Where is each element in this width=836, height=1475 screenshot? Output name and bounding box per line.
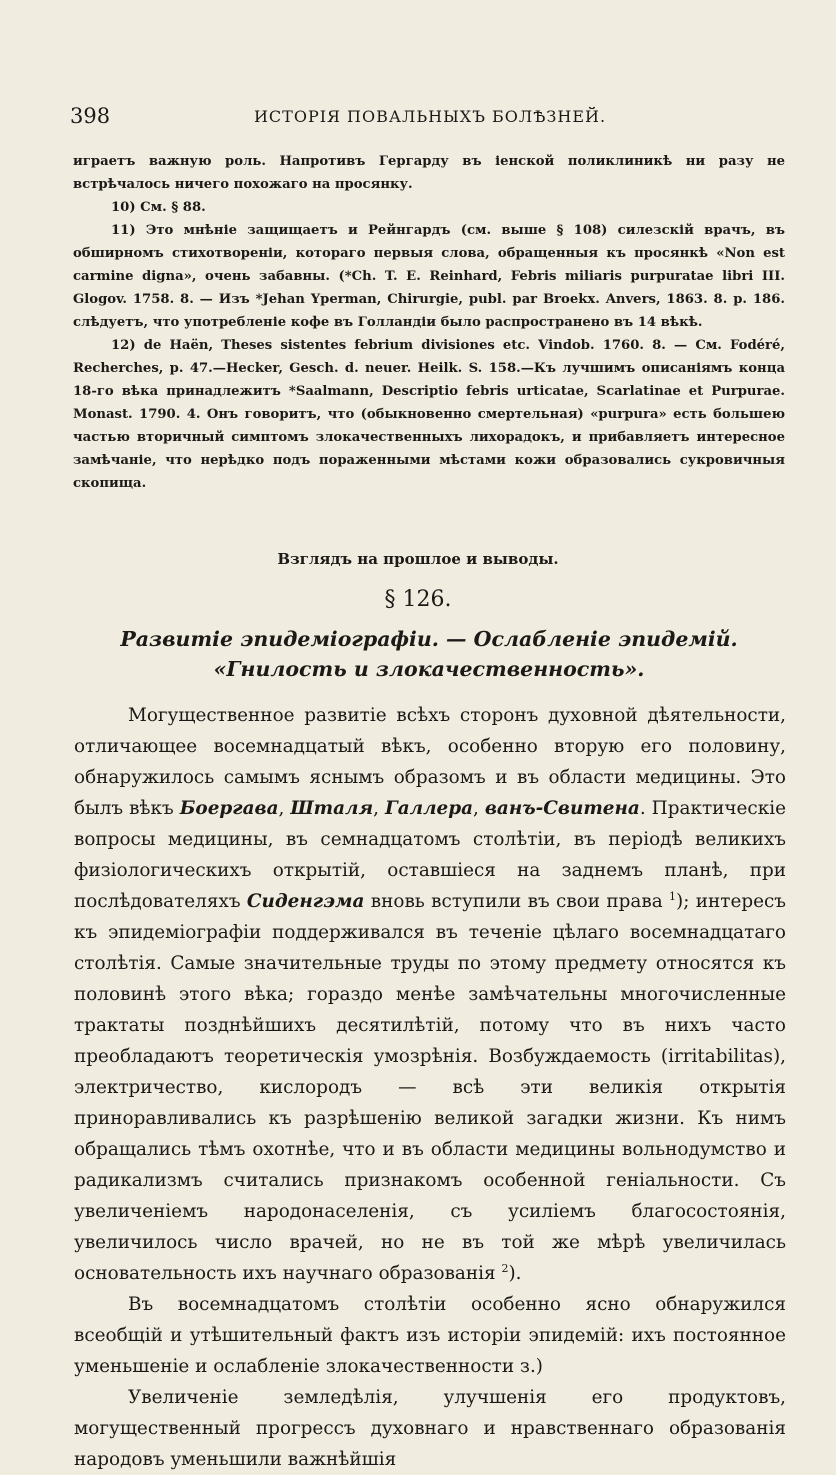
- paragraph-1-text-d: ); интересъ къ эпидеміографіи поддерживался въ теченіе цѣлаго восемнадцатаго столѣтія. Самые значительные труды по этому предмету относятся къ половинѣ этого вѣка; гораздо менѣе замѣчательны многочисленные трактаты позднѣйшихъ десятилѣтій, потому что въ нихъ часто преобладаютъ теоретическія умозрѣнія. Возбуждаемость (irritabilitas), электричество, кислородъ — всѣ эти великія открытія приноравливались къ разрѣшенію великой загадки жизни. Къ нимъ обращались тѣмъ охотнѣе, что и въ области медицины вольнодумство и радикализмъ считались признакомъ особенной геніальности. Съ увеличеніемъ народонаселенія, съ усиліемъ благосостоянія, увеличилось число врачей, но не въ той же мѣрѣ увеличилась основательность ихъ научнаго образованія: [74, 891, 786, 1284]
- footnote-continuation: играетъ важную роль. Напротивъ Гергарду въ іенской поликлиникѣ ни разу не встрѣчалось ничего похожаго на просянку.: [73, 154, 785, 192]
- footnote-10: 10) См. § 88.: [111, 200, 206, 215]
- paragraph-3: Увеличеніе земледѣлія, улучшенія его продуктовъ, могущественный прогрессъ духовнаго и нравственнаго образованія народовъ уменьшили важнѣйшія: [74, 1387, 786, 1470]
- paragraph-1-text-e: ).: [508, 1263, 522, 1284]
- name-stahl: Шталя: [290, 798, 374, 819]
- page-header: [70, 104, 790, 134]
- paragraph-2: Въ восемнадцатомъ столѣтіи особенно ясно обнаружился всеобщій и утѣшительный фактъ изъ исторіи эпидемій: ихъ постоянное уменьшеніе и ослабленіе злокачественности з.): [74, 1294, 786, 1377]
- footnotes-block: [73, 150, 785, 495]
- separator: ,: [373, 798, 385, 819]
- paragraph-1-text-a: Могущественное развитіе всѣхъ сторонъ духовной дѣятельности, отличающее восемнадцатый вѣкъ, особенно вторую его половину, обнаружилось самымъ яснымъ образомъ и въ области медицины. Это былъ вѣкъ: [74, 705, 786, 819]
- name-boerhaave: Боергава: [179, 798, 279, 819]
- footnote-12: 12) de Haën, Theses sistentes febrium divisiones etc. Vindob. 1760. 8. — См. Fodéré, Recherches, p. 47.—Hecker, Gesch. d. neuer. Heilk. S. 158.—Къ лучшимъ описаніямъ конца 18-го вѣка принадлежитъ *Saalmann, Descriptio febris urticatae, Scarlatinae et Purpurae. Monast. 1790. 4. Онъ говоритъ, что (обыкновенно смертельная) «purpura» есть большею частью вторичный симптомъ злокачественныхъ лихорадокъ, и прибавляетъ интересное замѣчаніе, что нерѣдко подъ пораженными мѣстами кожи образовались сукровичныя скопища.: [73, 338, 785, 491]
- footnote-ref-1: 1: [669, 889, 677, 903]
- footnote-11: 11) Это мнѣніе защищаетъ и Рейнгардъ (см. выше § 108) силезскій врачъ, въ обширномъ стихотвореніи, котораго первыя слова, обращенныя къ просянкѣ «Non est carmine digna», очень забавны. (*Ch. T. E. Reinhard, Febris miliaris purpuratae libri III. Glogov. 1758. 8. — Изъ *Jehan Yperman, Chirurgie, publ. par Broekx. Anvers, 1863. 8. p. 186. слѣдуетъ, что употребленіе кофе въ Голландіи было распространено въ 14 вѣкѣ.: [73, 223, 785, 330]
- running-title: ИСТОРІЯ ПОВАЛЬНЫХЪ БОЛѢЗНЕЙ.: [253, 107, 607, 126]
- paragraph-1-text-b: . Практическіе вопросы медицины, въ семнадцатомъ столѣтіи, въ періодѣ великихъ физіологическихъ открытій, оставшіеся на заднемъ планѣ, при послѣдователяхъ: [74, 798, 786, 912]
- name-sydenham: Сиденгэма: [246, 891, 365, 912]
- name-van-swieten: ванъ-Свитена: [484, 798, 640, 819]
- body-text: [74, 700, 786, 1475]
- paragraph-1-text-c: вновь вступили въ свои права: [364, 891, 670, 912]
- paragraph-1: [74, 700, 786, 1289]
- page-number: 398: [70, 104, 111, 128]
- section-heading: Взглядъ на прошлое и выводы.: [277, 550, 559, 568]
- separator: ,: [278, 798, 291, 819]
- name-haller: Галлера: [385, 798, 474, 819]
- separator: ,: [473, 798, 485, 819]
- section-number: § 126.: [384, 587, 452, 612]
- section-title: Развитіе эпидеміографіи. — Ослабленіе эпидемій. «Гнилость и злокачественность».: [120, 627, 738, 681]
- footnote-ref-2: 2: [501, 1261, 509, 1275]
